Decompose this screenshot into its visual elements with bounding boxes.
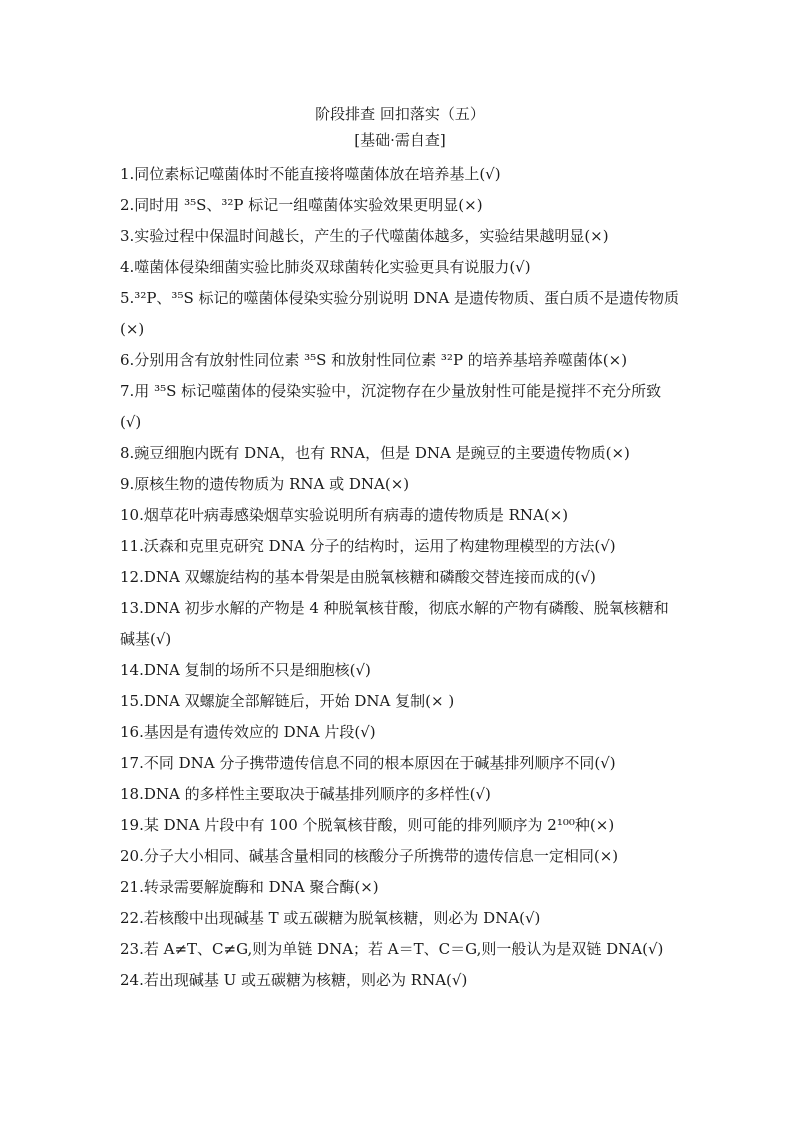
list-item: 3.实验过程中保温时间越长，产生的子代噬菌体越多，实验结果越明显(×) [120, 227, 609, 245]
list-item: 21.转录需要解旋酶和 DNA 聚合酶(×) [120, 878, 379, 896]
list-item: 7.用 ³⁵S 标记噬菌体的侵染实验中，沉淀物存在少量放射性可能是搅拌不充分所致(√) [120, 382, 662, 431]
list-item: 11.沃森和克里克研究 DNA 分子的结构时，运用了构建物理模型的方法(√) [120, 537, 616, 555]
list-item: 1.同位素标记噬菌体时不能直接将噬菌体放在培养基上(√) [120, 165, 501, 183]
list-item: 24.若出现碱基 U 或五碳糖为核糖，则必为 RNA(√) [120, 971, 468, 989]
list-item: 18.DNA 的多样性主要取决于碱基排列顺序的多样性(√) [120, 785, 491, 803]
list-item: 20.分子大小相同、碱基含量相同的核酸分子所携带的遗传信息一定相同(×) [120, 847, 619, 865]
list-item: 8.豌豆细胞内既有 DNA，也有 RNA，但是 DNA 是豌豆的主要遗传物质(×) [120, 444, 630, 462]
list-item: 9.原核生物的遗传物质为 RNA 或 DNA(×) [120, 475, 410, 493]
list-item: 14.DNA 复制的场所不只是细胞核(√) [120, 661, 371, 679]
page-title: 阶段排查 回扣落实（五） [315, 105, 485, 123]
document-page [120, 101, 680, 996]
list-item: 13.DNA 初步水解的产物是 4 种脱氧核苷酸，彻底水解的产物有磷酸、脱氧核糖和碱基(√) [120, 599, 669, 648]
list-item: 5.³²P、³⁵S 标记的噬菌体侵染实验分别说明 DNA 是遗传物质、蛋白质不是遗传物质(×) [120, 289, 680, 338]
list-item: 22.若核酸中出现碱基 T 或五碳糖为脱氧核糖，则必为 DNA(√) [120, 909, 541, 927]
list-item: 6.分别用含有放射性同位素 ³⁵S 和放射性同位素 ³²P 的培养基培养噬菌体(×) [120, 351, 628, 369]
list-item: 17.不同 DNA 分子携带遗传信息不同的根本原因在于碱基排列顺序不同(√) [120, 754, 616, 772]
list-item: 19.某 DNA 片段中有 100 个脱氧核苷酸，则可能的排列顺序为 2¹⁰⁰种(×) [120, 816, 615, 834]
list-item: 16.基因是有遗传效应的 DNA 片段(√) [120, 723, 376, 741]
list-item: 12.DNA 双螺旋结构的基本骨架是由脱氧核糖和磷酸交替连接而成的(√) [120, 568, 596, 586]
list-item: 2.同时用 ³⁵S、³²P 标记一组噬菌体实验效果更明显(×) [120, 196, 483, 214]
page-subtitle: [基础·需自查] [354, 131, 446, 149]
list-item: 23.若 A≠T、C≠G,则为单链 DNA；若 A＝T、C＝G,则一般认为是双链 DNA(√) [120, 940, 664, 958]
list-item: 15.DNA 双螺旋全部解链后，开始 DNA 复制(× ) [120, 692, 455, 710]
list-item: 4.噬菌体侵染细菌实验比肺炎双球菌转化实验更具有说服力(√) [120, 258, 531, 276]
statement-list [120, 159, 680, 996]
list-item: 10.烟草花叶病毒感染烟草实验说明所有病毒的遗传物质是 RNA(×) [120, 506, 569, 524]
